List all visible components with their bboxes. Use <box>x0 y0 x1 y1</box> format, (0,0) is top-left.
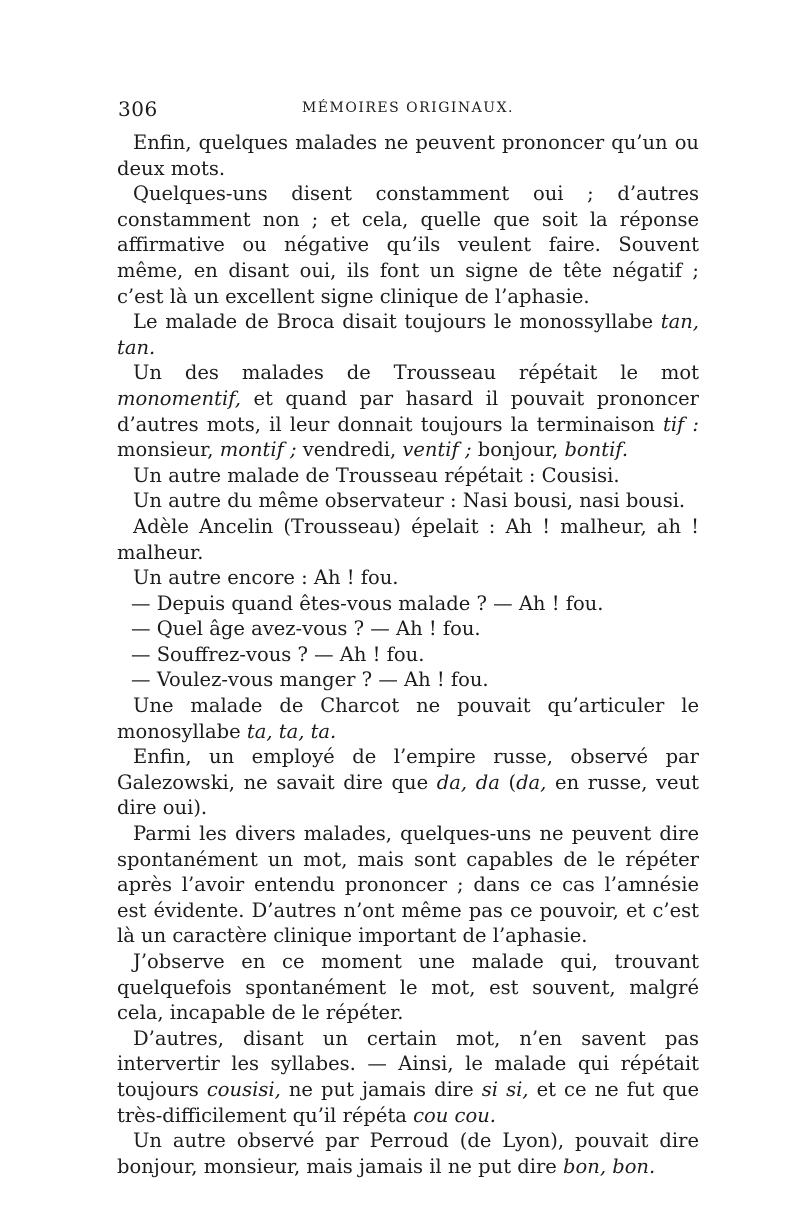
paragraph <box>117 949 699 1026</box>
text-run: en russe, veut dire oui). <box>117 770 699 820</box>
text-run: J’observe en ce moment une malade qui, trouvant quelquefois spontanément le mot, est souvent, malgré cela, incapable de le répéter. <box>117 950 699 1025</box>
paragraph <box>117 565 699 591</box>
paragraph <box>117 181 699 309</box>
text-run: Enfin, quelques malades ne peuvent prononcer qu’un ou deux mots. <box>117 131 699 180</box>
paragraph <box>117 591 699 617</box>
paragraph <box>117 514 699 565</box>
text-run: Un autre du même observateur : Nasi bousi, nasi bousi. <box>133 489 686 513</box>
italic-text: tan, tan. <box>117 310 699 359</box>
text-run: — Voulez-vous manger ? — Ah ! fou. <box>131 668 489 692</box>
italic-text: da, da <box>436 770 500 794</box>
text-run: vendredi, <box>296 438 403 462</box>
italic-text: bontif. <box>564 438 629 462</box>
text-run: monsieur, <box>117 438 220 462</box>
italic-text: tif : <box>662 412 699 436</box>
text-run: Le malade de Broca disait toujours le monossyllabe <box>133 310 661 334</box>
paragraph <box>117 463 699 489</box>
italic-text: si si, <box>481 1077 529 1101</box>
paragraph <box>117 667 699 693</box>
paragraph <box>117 642 699 668</box>
text-run: — Depuis quand êtes-vous malade ? — Ah ! fou. <box>131 591 604 615</box>
running-title: MÉMOIRES ORIGINAUX. <box>301 100 515 116</box>
page-number: 306 <box>118 97 158 121</box>
paragraph <box>117 616 699 642</box>
italic-text: ta, ta, ta. <box>246 719 337 743</box>
text-run: — Quel âge avez-vous ? — Ah ! fou. <box>131 617 481 641</box>
paragraph <box>117 1026 699 1128</box>
text-run: Un des malades de Trousseau répétait le mot <box>133 361 699 385</box>
text-run: bonjour, <box>471 438 565 462</box>
text-run: Adèle Ancelin (Trousseau) épelait : Ah ! malheur, ah ! malheur. <box>117 514 699 564</box>
italic-text: cousisi, <box>206 1077 281 1101</box>
page-header <box>118 97 698 127</box>
paragraph <box>117 1128 699 1179</box>
paragraph <box>117 309 699 360</box>
text-run: ne put jamais dire <box>280 1077 482 1101</box>
text-run: — Souffrez-vous ? — Ah ! fou. <box>131 642 425 666</box>
italic-text: da, <box>516 770 547 794</box>
italic-text: ventif ; <box>402 438 472 462</box>
italic-text: montif ; <box>219 438 297 462</box>
italic-text: bon, bon. <box>563 1154 656 1178</box>
text-run: et ce ne fut que très-difficilement qu’il répéta <box>117 1077 700 1127</box>
text-run: D’autres, disant un certain mot, n’en savent pas intervertir les syllabes. — Ainsi, le malade qui répétait toujours <box>117 1026 699 1101</box>
text-run: Un autre encore : Ah ! fou. <box>133 566 399 590</box>
italic-text: monomentif, <box>117 386 241 410</box>
italic-text: cou cou. <box>413 1103 496 1127</box>
text-run: Quelques-uns disent constamment oui ; d’autres constamment non ; et cela, quelle que soit la réponse affirmative ou négative qu’ils veulent faire. Souvent même, en disant oui, ils font un signe de tête négatif ; c’est là un excellent signe clinique de l’aphasie. <box>117 182 699 308</box>
text-run: ( <box>499 770 517 794</box>
text-run: Une malade de Charcot ne pouvait qu’articuler le monosyllabe <box>117 694 699 743</box>
paragraph <box>117 488 699 514</box>
text-run: et quand par hasard il pouvait prononcer d’autres mots, il leur donnait toujours la terminaison <box>117 386 699 436</box>
text-run: Un autre malade de Trousseau répétait : Cousisi. <box>133 463 620 487</box>
text-run: Parmi les divers malades, quelques-uns ne peuvent dire spontanément un mot, mais sont capables de le répéter après l’avoir entendu prononcer ; dans ce cas l’amnésie est évidente. D’autres n’ont même pas ce pouvoir, et c’est là un caractère clinique important de l’aphasie. <box>117 822 699 948</box>
paragraph <box>117 693 699 744</box>
body-text <box>117 130 699 1179</box>
paragraph <box>117 821 699 949</box>
paragraph <box>117 360 699 462</box>
paragraph <box>117 744 699 821</box>
text-run: Un autre observé par Perroud (de Lyon), pouvait dire bonjour, monsieur, mais jamais il ne put dire <box>117 1129 699 1178</box>
text-run: Enfin, un employé de l’empire russe, observé par Galezowski, ne savait dire que <box>117 745 699 794</box>
paragraph <box>117 130 699 181</box>
